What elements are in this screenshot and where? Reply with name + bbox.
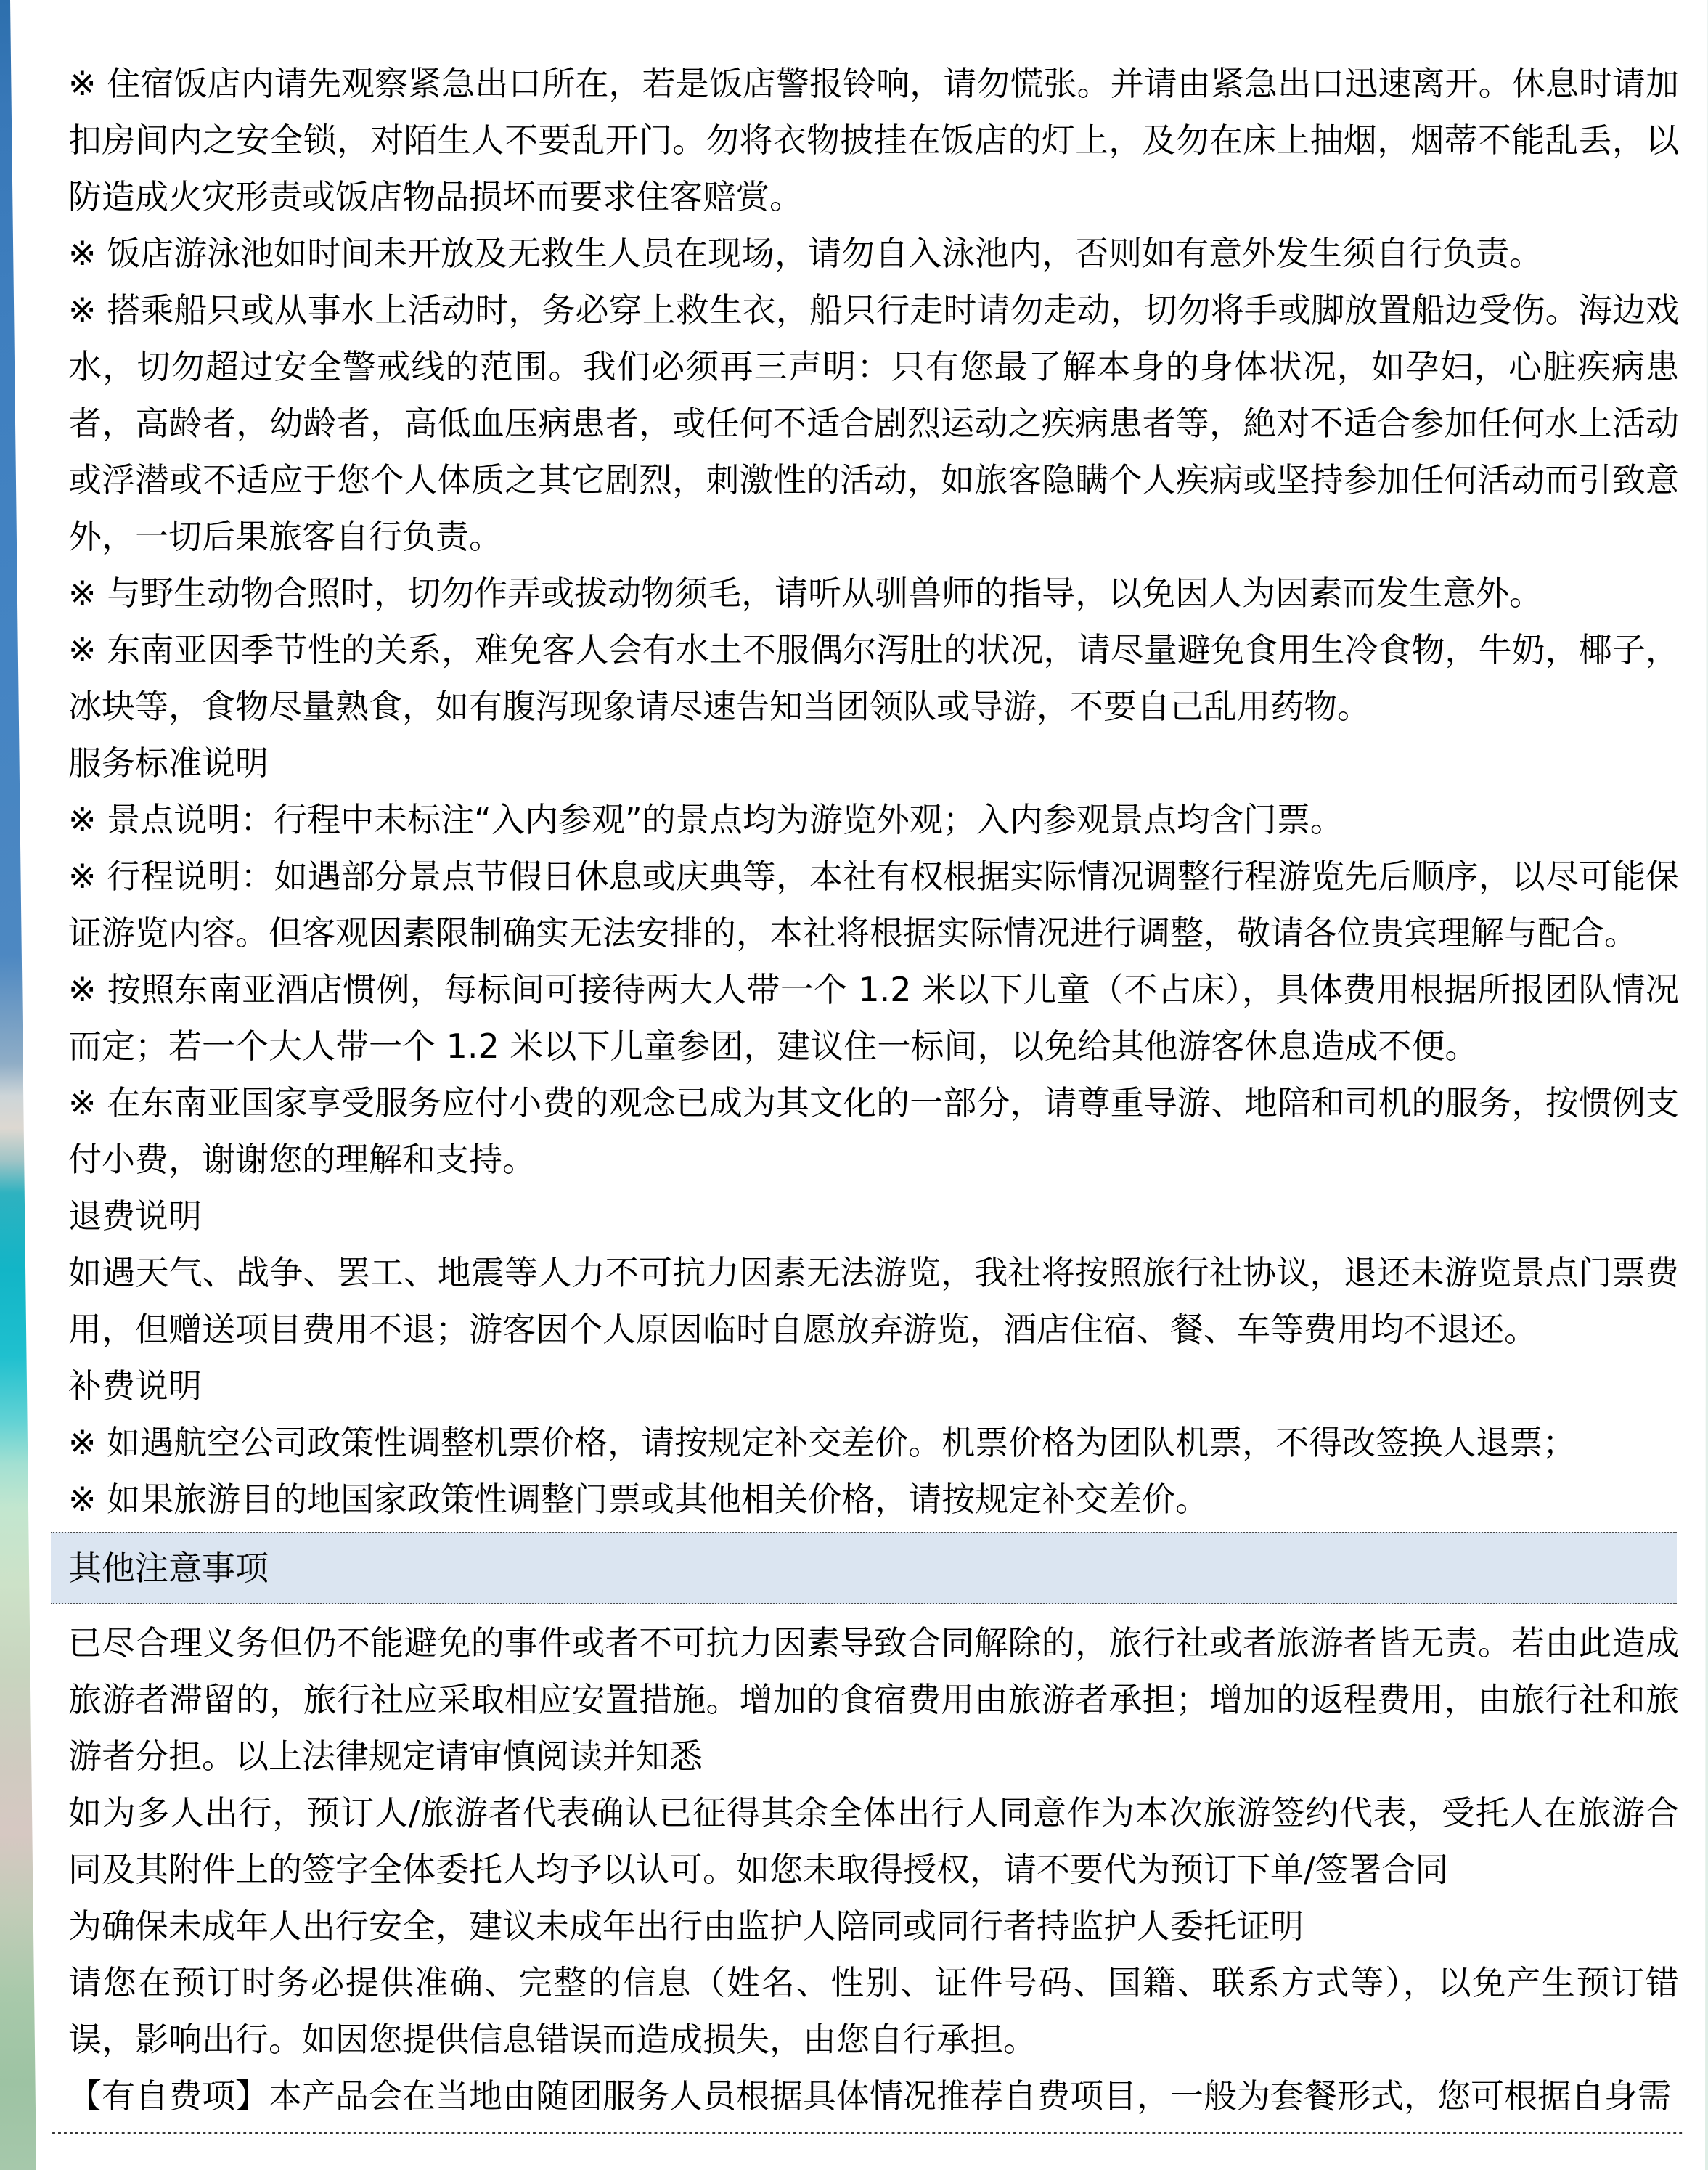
section-header-title: 其他注意事项 xyxy=(68,1549,269,1588)
notice-paragraph: 如遇天气、战争、罢工、地震等人力不可抗力因素无法游览，我社将按照旅行社协议，退还未游览景点门票费用，但赠送项目费用不退；游客因个人原因临时自愿放弃游览，酒店住宿、餐、车等费用均不退还。 xyxy=(68,1253,1679,1349)
notice-paragraph: ※ 按照东南亚酒店惯例，每标间可接待两大人带一个 1.2 米以下儿童（不占床），具体费用根据所报团队情况而定；若一个大人带一个 1.2 米以下儿童参团，建议住一标间，以免给其他游客休息造成不便。 xyxy=(68,970,1679,1066)
notice-paragraph: ※ 在东南亚国家享受服务应付小费的观念已成为其文化的一部分，请尊重导游、地陪和司机的服务，按惯例支付小费，谢谢您的理解和支持。 xyxy=(68,1083,1679,1179)
notice-paragraph: ※ 搭乘船只或从事水上活动时，务必穿上救生衣，船只行走时请勿走动，切勿将手或脚放置船边受伤。海边戏水，切勿超过安全警戒线的范围。我们必须再三声明：只有您最了解本身的身体状况，如孕妇，心脏疾病患者，高龄者，幼龄者，高低血压病患者，或任何不适合剧烈运动之疾病患者等，絶对不适合参加任何水上活动或浮潜或不适应于您个人体质之其它剧烈，刺激性的活动，如旅客隐瞒个人疾病或坚持参加任何活动而引致意外，一切后果旅客自行负责。 xyxy=(68,290,1679,556)
notice-paragraph: ※ 如果旅游目的地国家政策性调整门票或其他相关价格，请按规定补交差价。 xyxy=(68,1480,1209,1519)
section-header-bar xyxy=(51,1532,1677,1604)
notice-paragraph: 请您在预订时务必提供准确、完整的信息（姓名、性别、证件号码、国籍、联系方式等），以免产生预订错误，影响出行。如因您提供信息错误而造成损失，由您自行承担。 xyxy=(68,1963,1679,2059)
notice-paragraph: ※ 饭店游泳池如时间未开放及无救生人员在现场，请勿自入泳池内，否则如有意外发生须自行负责。 xyxy=(68,234,1543,273)
notice-paragraph: ※ 住宿饭店内请先观察紧急出口所在，若是饭店警报铃响，请勿慌张。并请由紧急出口迅速离开。休息时请加扣房间内之安全锁，对陌生人不要乱开门。勿将衣物披挂在饭店的灯上，及勿在床上抽烟，烟蒂不能乱丢，以防造成火灾形责或饭店物品损坏而要求住客赔赏。 xyxy=(68,64,1679,216)
notice-content xyxy=(68,0,1679,2134)
service-standard-heading: 服务标准说明 xyxy=(68,743,269,783)
surcharge-heading: 补费说明 xyxy=(68,1366,202,1406)
notice-paragraph: ※ 景点说明：行程中未标注“入内参观”的景点均为游览外观；入内参观景点均含门票。 xyxy=(68,800,1344,839)
notice-paragraph: 如为多人出行，预订人/旅游者代表确认已征得其余全体出行人同意作为本次旅游签约代表，受托人在旅游合同及其附件上的签字全体委托人均予以认可。如您未取得授权，请不要代为预订下单/签署合同 xyxy=(68,1793,1679,1889)
notice-paragraph: ※ 行程说明：如遇部分景点节假日休息或庆典等，本社有权根据实际情况调整行程游览先后顺序，以尽可能保证游览内容。但客观因素限制确实无法安排的，本社将根据实际情况进行调整，敬请各位贵宾理解与配合。 xyxy=(68,857,1679,953)
notice-paragraph: 为确保未成年人出行安全，建议未成年出行由监护人陪同或同行者持监护人委托证明 xyxy=(68,1906,1304,1946)
notice-paragraph: ※ 与野生动物合照时，切勿作弄或拔动物须毛，请听从驯兽师的指导，以免因人为因素而发生意外。 xyxy=(68,574,1543,613)
refund-heading: 退费说明 xyxy=(68,1196,202,1236)
notice-paragraph: 已尽合理义务但仍不能避免的事件或者不可抗力因素导致合同解除的，旅行社或者旅游者皆无责。若由此造成旅游者滞留的，旅行社应采取相应安置措施。增加的食宿费用由旅游者承担；增加的返程费用，由旅行社和旅游者分担。以上法律规定请审慎阅读并知悉 xyxy=(68,1623,1679,1776)
notice-paragraph: ※ 如遇航空公司政策性调整机票价格，请按规定补交差价。机票价格为团队机票，不得改签换人退票； xyxy=(68,1423,1577,1462)
bottom-dotted-divider xyxy=(52,2132,1684,2134)
notice-paragraph: ※ 东南亚因季节性的关系，难免客人会有水土不服偶尔泻肚的状况，请尽量避免食用生冷食物，牛奶，椰子，冰块等，食物尽量熟食，如有腹泻现象请尽速告知当团领队或导游，不要自己乱用药物。 xyxy=(68,630,1679,726)
notice-paragraph: 【有自费项】本产品会在当地由随团服务人员根据具体情况推荐自费项目，一般为套餐形式，您可根据自身需 xyxy=(68,2076,1671,2116)
